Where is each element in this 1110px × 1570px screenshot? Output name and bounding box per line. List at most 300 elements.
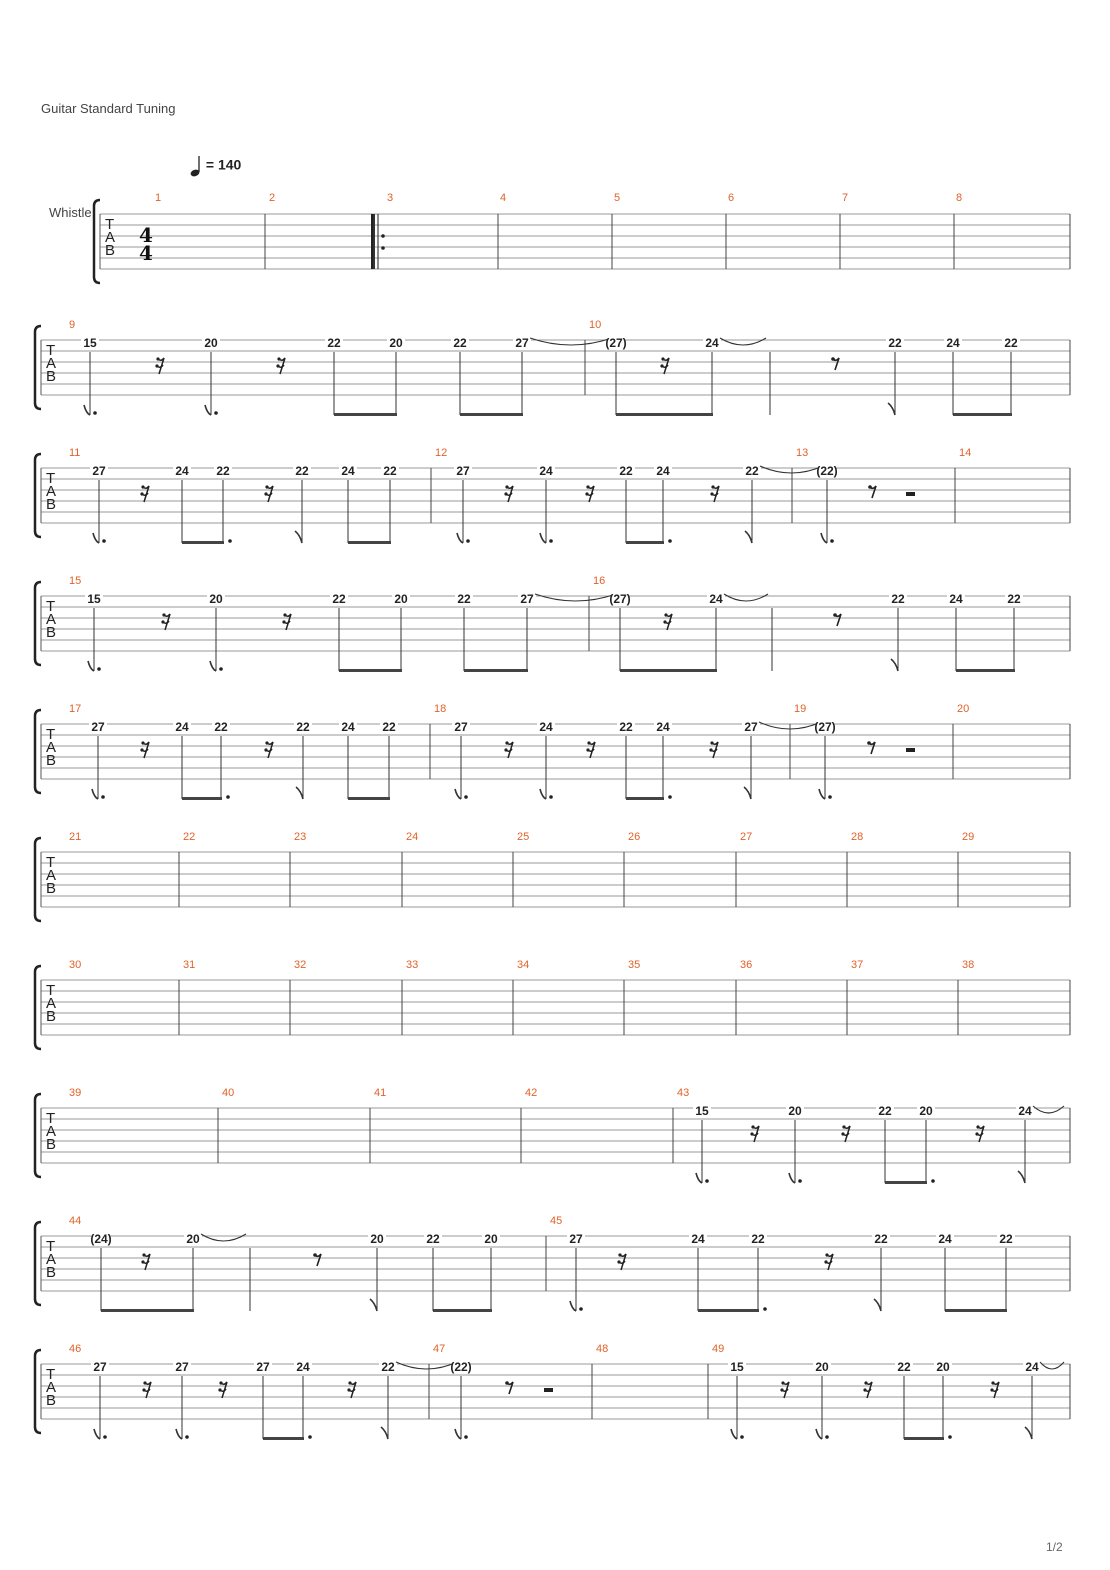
fret-number: 22 (999, 1232, 1013, 1246)
sixteenth-rest-dot (505, 485, 508, 488)
dot (825, 1435, 829, 1439)
fret-number: (22) (816, 464, 838, 478)
sixteenth-rest-dot (664, 613, 667, 616)
dot (830, 539, 834, 543)
measure-number: 8 (956, 192, 963, 204)
sixteenth-rest-dot (141, 741, 144, 744)
tie (720, 338, 766, 345)
sixteenth-rest-dot (155, 364, 158, 367)
tab-clef-letter: A (46, 483, 57, 500)
fret-number: 22 (878, 1104, 892, 1118)
tie (530, 338, 612, 345)
dot (763, 1307, 767, 1311)
fret-number: 24 (946, 336, 960, 350)
sixteenth-rest-dot (162, 613, 165, 616)
measure-number: 12 (435, 447, 448, 459)
system-bracket (35, 454, 41, 537)
measure-number: 38 (962, 959, 975, 971)
measure-number: 35 (628, 959, 641, 971)
fret-number: 22 (457, 592, 471, 606)
sixteenth-rest-dot (265, 741, 268, 744)
dot (705, 1179, 709, 1183)
note-flag (92, 789, 98, 799)
note-flag (94, 1429, 100, 1439)
tab-clef-letter: B (46, 496, 57, 513)
dot (466, 539, 470, 543)
sixteenth-rest-dot (990, 1388, 993, 1391)
fret-number: 24 (296, 1360, 310, 1374)
note-flag (455, 789, 461, 799)
sixteenth-rest-dot (264, 492, 267, 495)
measure-number: 16 (593, 575, 606, 587)
sixteenth-rest-dot (156, 357, 159, 360)
sixteenth-rest-dot (975, 1132, 978, 1135)
fret-number: (27) (605, 336, 627, 350)
note-flag (821, 533, 827, 543)
sixteenth-rest-dot (282, 620, 285, 623)
dot (102, 539, 106, 543)
fret-number: 20 (209, 592, 223, 606)
fret-number: 22 (426, 1232, 440, 1246)
beam (464, 669, 528, 672)
note-flag (176, 1429, 182, 1439)
measure-number: 48 (596, 1343, 609, 1355)
beam (334, 413, 397, 416)
dot (103, 1435, 107, 1439)
measure-number: 26 (628, 831, 641, 843)
sixteenth-rest-dot (825, 1253, 828, 1256)
fret-number: 20 (815, 1360, 829, 1374)
note-flag (744, 787, 751, 799)
sixteenth-rest-dot (710, 492, 713, 495)
sixteenth-rest-dot (709, 748, 712, 751)
fret-number: 24 (1025, 1360, 1039, 1374)
sixteenth-rest-dot (586, 748, 589, 751)
fret-number: 15 (87, 592, 101, 606)
sixteenth-rest-dot (842, 1125, 845, 1128)
sixteenth-rest-dot (277, 357, 280, 360)
tie (1040, 1362, 1064, 1369)
measure-number: 29 (962, 831, 975, 843)
eighth-rest-dot (833, 613, 837, 617)
dot (579, 1307, 583, 1311)
dot (226, 795, 230, 799)
note-flag (874, 1299, 881, 1311)
fret-number: 27 (91, 720, 105, 734)
system-bracket (35, 326, 41, 409)
sixteenth-rest-dot (711, 485, 714, 488)
sixteenth-rest-dot (140, 492, 143, 495)
note-flag (731, 1429, 737, 1439)
sixteenth-rest-dot (586, 485, 589, 488)
measure-number: 32 (294, 959, 307, 971)
measure-number: 18 (434, 703, 447, 715)
tab-clef-letter: A (46, 739, 57, 756)
note-flag (540, 789, 546, 799)
fret-number: 20 (394, 592, 408, 606)
tempo-value: = 140 (205, 156, 242, 173)
measure-number: 20 (957, 703, 970, 715)
sixteenth-rest-dot (824, 1260, 827, 1263)
beam (626, 797, 664, 800)
fret-number: 22 (296, 720, 310, 734)
measure-number: 31 (183, 959, 196, 971)
fret-number: 22 (382, 720, 396, 734)
fret-number: 27 (454, 720, 468, 734)
sixteenth-rest-dot (142, 1253, 145, 1256)
sixteenth-rest-dot (347, 1388, 350, 1391)
fret-number: 22 (897, 1360, 911, 1374)
sixteenth-rest-dot (750, 1132, 753, 1135)
half-rest (544, 1388, 553, 1392)
sixteenth-rest-dot (864, 1381, 867, 1384)
tab-clef-letter: T (46, 470, 56, 487)
dot (798, 1179, 802, 1183)
half-rest (906, 748, 915, 752)
tab-clef-letter: B (46, 368, 57, 385)
fret-number: 22 (888, 336, 902, 350)
fret-number: 20 (204, 336, 218, 350)
fret-number: 24 (341, 464, 355, 478)
fret-number: 22 (1007, 592, 1021, 606)
sixteenth-rest-dot (504, 748, 507, 751)
beam (348, 797, 390, 800)
note-flag (891, 659, 898, 671)
fret-number: 24 (1018, 1104, 1032, 1118)
fret-number: 22 (745, 464, 759, 478)
measure-number: 15 (69, 575, 82, 587)
sixteenth-rest-dot (504, 492, 507, 495)
measure-number: 14 (959, 447, 972, 459)
tab-clef-letter: B (46, 752, 57, 769)
page-number: 1/2 (1046, 1540, 1063, 1554)
beam (101, 1309, 194, 1312)
system-bracket (35, 966, 41, 1049)
measure-number: 43 (677, 1087, 690, 1099)
fret-number: 27 (456, 464, 470, 478)
beam (620, 669, 717, 672)
measure-number: 45 (550, 1215, 563, 1227)
beam (698, 1309, 759, 1312)
sixteenth-rest-dot (661, 357, 664, 360)
tab-clef-letter: A (46, 611, 57, 628)
note-flag (1018, 1171, 1025, 1183)
fret-number: 24 (175, 464, 189, 478)
tab-clef-letter: T (46, 854, 56, 871)
dot (219, 667, 223, 671)
fret-number: (27) (609, 592, 631, 606)
dot (185, 1435, 189, 1439)
dot (668, 539, 672, 543)
eighth-rest-dot (831, 357, 835, 361)
tab-clef-letter: A (46, 1123, 57, 1140)
fret-number: 24 (656, 464, 670, 478)
note-flag (296, 787, 303, 799)
measure-number: 27 (740, 831, 753, 843)
tie (724, 594, 768, 601)
beam (953, 413, 1012, 416)
measure-number: 49 (712, 1343, 725, 1355)
fret-number: 24 (705, 336, 719, 350)
tab-clef-letter: A (46, 1251, 57, 1268)
sixteenth-rest-dot (142, 1388, 145, 1391)
note-flag (295, 531, 302, 543)
dot (97, 667, 101, 671)
tab-clef-letter: B (46, 1264, 57, 1281)
fret-number: 24 (656, 720, 670, 734)
fret-number: 24 (691, 1232, 705, 1246)
measure-number: 30 (69, 959, 82, 971)
dot (948, 1435, 952, 1439)
measure-number: 10 (589, 319, 602, 331)
tie (535, 594, 616, 601)
measure-number: 9 (69, 319, 76, 331)
half-rest (906, 492, 915, 496)
measure-number: 28 (851, 831, 864, 843)
fret-number: 24 (709, 592, 723, 606)
tab-clef-letter: A (46, 867, 57, 884)
fret-number: 15 (695, 1104, 709, 1118)
eighth-rest-dot (868, 485, 872, 489)
note-flag (789, 1173, 795, 1183)
fret-number: 22 (453, 336, 467, 350)
repeat-dot (381, 246, 385, 250)
tab-clef-letter: B (46, 624, 57, 641)
fret-number: 27 (520, 592, 534, 606)
note-flag (205, 405, 211, 415)
measure-number: 23 (294, 831, 307, 843)
sixteenth-rest-dot (505, 741, 508, 744)
dot (214, 411, 218, 415)
repeat-dot (381, 234, 385, 238)
tab-clef-letter: B (46, 1008, 57, 1025)
measure-number: 37 (851, 959, 864, 971)
note-flag (93, 533, 99, 543)
dot (668, 795, 672, 799)
sixteenth-rest-dot (585, 492, 588, 495)
measure-number: 34 (517, 959, 530, 971)
sixteenth-rest-dot (751, 1125, 754, 1128)
measure-number: 33 (406, 959, 419, 971)
tab-clef-letter: B (105, 242, 116, 259)
note-flag (696, 1173, 702, 1183)
fret-number: 22 (619, 720, 633, 734)
fret-number: 27 (175, 1360, 189, 1374)
tab-clef-letter: A (46, 1379, 57, 1396)
sixteenth-rest-dot (265, 485, 268, 488)
dot (308, 1435, 312, 1439)
fret-number: (22) (450, 1360, 472, 1374)
fret-number: 27 (744, 720, 758, 734)
measure-number: 1 (155, 192, 162, 204)
note-flag (1025, 1427, 1032, 1439)
fret-number: 22 (751, 1232, 765, 1246)
fret-number: 27 (515, 336, 529, 350)
fret-number: 15 (730, 1360, 744, 1374)
measure-number: 2 (269, 192, 276, 204)
tab-clef-letter: A (46, 355, 57, 372)
sixteenth-rest-dot (348, 1381, 351, 1384)
measure-number: 40 (222, 1087, 235, 1099)
measure-number: 25 (517, 831, 530, 843)
time-signature-denominator: 4 (139, 241, 153, 265)
note-flag (888, 403, 895, 415)
fret-number: 20 (484, 1232, 498, 1246)
sixteenth-rest-dot (660, 364, 663, 367)
fret-number: 24 (175, 720, 189, 734)
fret-number: 22 (619, 464, 633, 478)
measure-number: 19 (794, 703, 807, 715)
fret-number: 24 (539, 464, 553, 478)
fret-number: 27 (256, 1360, 270, 1374)
beam (460, 413, 523, 416)
beam (616, 413, 713, 416)
note-flag (381, 1427, 388, 1439)
beam (182, 797, 222, 800)
fret-number: 22 (216, 464, 230, 478)
note-flag (455, 1429, 461, 1439)
dot (931, 1179, 935, 1183)
tab-clef-letter: T (105, 216, 115, 233)
sixteenth-rest-dot (161, 620, 164, 623)
sixteenth-rest-dot (976, 1125, 979, 1128)
system-bracket (35, 1350, 41, 1433)
system-bracket (94, 200, 100, 283)
fret-number: 15 (83, 336, 97, 350)
fret-number: 20 (936, 1360, 950, 1374)
beam (348, 541, 391, 544)
measure-number: 47 (433, 1343, 446, 1355)
tab-clef-letter: T (46, 1238, 56, 1255)
system-bracket (35, 1094, 41, 1177)
measure-number: 42 (525, 1087, 538, 1099)
beam (956, 669, 1015, 672)
fret-number: 20 (389, 336, 403, 350)
fret-number: 22 (327, 336, 341, 350)
fret-number: 20 (370, 1232, 384, 1246)
dot (101, 795, 105, 799)
fret-number: 24 (341, 720, 355, 734)
beam (339, 669, 402, 672)
measure-number: 41 (374, 1087, 387, 1099)
tab-clef-letter: T (46, 342, 56, 359)
sixteenth-rest-dot (617, 1260, 620, 1263)
sixteenth-rest-dot (283, 613, 286, 616)
measure-number: 39 (69, 1087, 82, 1099)
note-flag (745, 531, 752, 543)
fret-number: 20 (788, 1104, 802, 1118)
fret-number: 24 (539, 720, 553, 734)
tie (1033, 1106, 1064, 1113)
note-flag (570, 1301, 576, 1311)
measure-number: 44 (69, 1215, 82, 1227)
fret-number: 27 (93, 1360, 107, 1374)
fret-number: 22 (383, 464, 397, 478)
note-flag (370, 1299, 377, 1311)
fret-number: 22 (1004, 336, 1018, 350)
note-flag (816, 1429, 822, 1439)
measure-number: 24 (406, 831, 419, 843)
sixteenth-rest-dot (841, 1132, 844, 1135)
beam (263, 1437, 304, 1440)
sixteenth-rest-dot (780, 1388, 783, 1391)
tab-clef-letter: A (105, 229, 116, 246)
fret-number: 22 (214, 720, 228, 734)
dot (464, 795, 468, 799)
sixteenth-rest-dot (587, 741, 590, 744)
sixteenth-rest-dot (991, 1381, 994, 1384)
note-flag (84, 405, 90, 415)
sixteenth-rest-dot (219, 1381, 222, 1384)
sixteenth-rest-dot (276, 364, 279, 367)
fret-number: 22 (295, 464, 309, 478)
tie (201, 1234, 246, 1241)
sixteenth-rest-dot (710, 741, 713, 744)
tab-clef-letter: A (46, 995, 57, 1012)
eighth-rest-dot (505, 1381, 509, 1385)
measure-number: 7 (842, 192, 849, 204)
measure-number: 22 (183, 831, 196, 843)
sixteenth-rest-dot (218, 1388, 221, 1391)
system-bracket (35, 710, 41, 793)
dot (549, 539, 553, 543)
dot (828, 795, 832, 799)
beam (433, 1309, 492, 1312)
dot (93, 411, 97, 415)
beam (626, 541, 664, 544)
tie (396, 1362, 457, 1369)
measure-number: 6 (728, 192, 735, 204)
beam (904, 1437, 944, 1440)
measure-number: 21 (69, 831, 82, 843)
fret-number: 24 (949, 592, 963, 606)
note-flag (540, 533, 546, 543)
dot (740, 1435, 744, 1439)
tab-clef-letter: T (46, 1110, 56, 1127)
sixteenth-rest-dot (663, 620, 666, 623)
measure-number: 13 (796, 447, 809, 459)
fret-number: 20 (186, 1232, 200, 1246)
tab-clef-letter: B (46, 880, 57, 897)
fret-number: 24 (938, 1232, 952, 1246)
sixteenth-rest-dot (141, 485, 144, 488)
measure-number: 46 (69, 1343, 82, 1355)
tab-clef-letter: T (46, 982, 56, 999)
eighth-rest-dot (867, 741, 871, 745)
sixteenth-rest-dot (141, 1260, 144, 1263)
note-flag (457, 533, 463, 543)
measure-number: 4 (500, 192, 507, 204)
fret-number: 27 (92, 464, 106, 478)
sixteenth-rest-dot (618, 1253, 621, 1256)
measure-number: 36 (740, 959, 753, 971)
note-flag (88, 661, 94, 671)
time-signature-numerator: 4 (139, 223, 153, 247)
beam (885, 1181, 927, 1184)
note-flag (819, 789, 825, 799)
measure-number: 5 (614, 192, 621, 204)
beam (945, 1309, 1007, 1312)
sixteenth-rest-dot (781, 1381, 784, 1384)
measure-number: 3 (387, 192, 394, 204)
instrument-name: Whistle (49, 205, 92, 220)
fret-number: 27 (569, 1232, 583, 1246)
sixteenth-rest-dot (140, 748, 143, 751)
fret-number: 22 (891, 592, 905, 606)
note-flag (210, 661, 216, 671)
sixteenth-rest-dot (863, 1388, 866, 1391)
fret-number: (27) (814, 720, 836, 734)
